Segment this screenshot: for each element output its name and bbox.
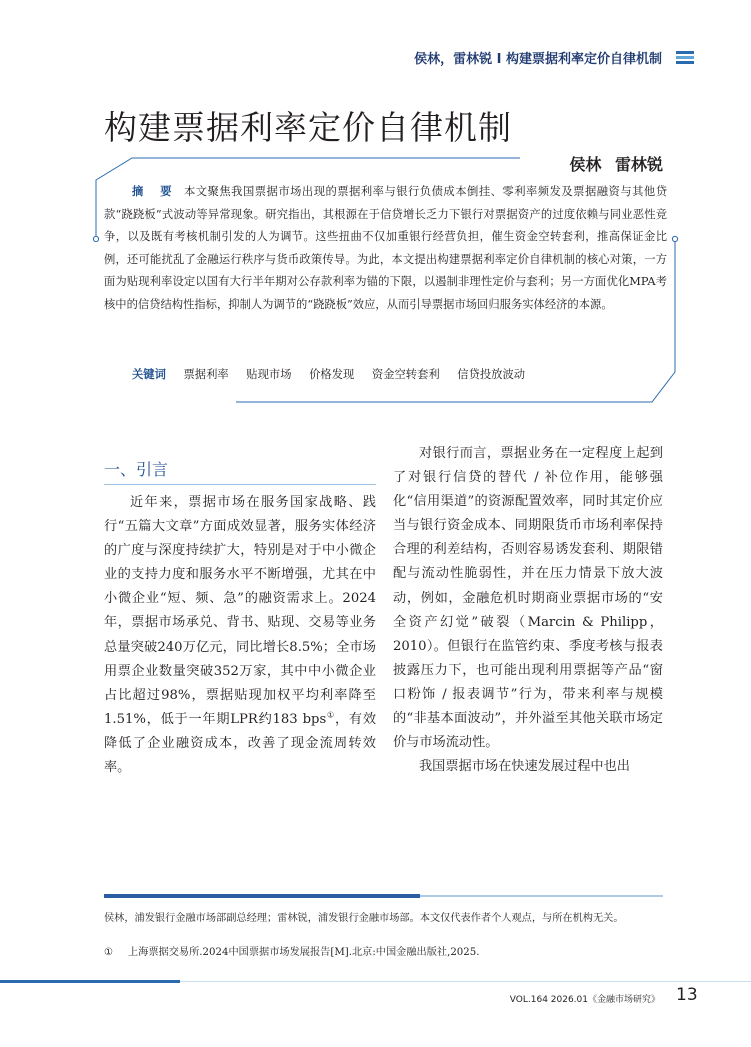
reference-footnote (104, 945, 667, 962)
abstract-block (104, 181, 667, 316)
article-authors: 侯林 雷林锐 (569, 155, 663, 174)
left-column (104, 491, 376, 780)
keywords-label: 关键词 (132, 368, 166, 381)
keyword: 价格发现 (309, 368, 355, 381)
paragraph: 我国票据市场在快速发展过程中也出 (419, 759, 630, 775)
footnote-mark: ① (104, 947, 114, 958)
keyword: 信贷投放波动 (457, 368, 526, 381)
running-header: 侯林，雷林锐 Ⅰ 构建票据利率定价自律机制 (414, 52, 662, 67)
keywords-block (132, 366, 539, 382)
keyword: 资金空转套利 (371, 368, 440, 381)
page-number: 13 (676, 985, 698, 1005)
author-footnote: 侯林，浦发银行金融市场部副总经理；雷林锐，浦发银行金融市场部。本文仅代表作者个人观点，与所在机构无关。 (104, 913, 624, 924)
footnote-rule (104, 894, 420, 898)
abstract-text: 本文聚焦我国票据市场出现的票据利率与银行负债成本倒挂、零利率频发及票据融资与其他贷款“跷跷板”式波动等异常现象。研究指出，其根源在于信贷增长乏力下银行对票据资产的过度依赖与同业恶性竞争，以及既有考核机制引发的人为调节。这些扭曲不仅加重银行经营负担，催生资金空转套利，推高保证金比例，还可能扰乱了金融运行秩序与货币政策传导。为此，本文提出构建票据利率定价自律机制的核心对策，一方面为贴现利率设定以国有大行半年期对公存款利率为锚的下限，以遏制非理性定价与套利；另一方面优化MPA考核中的信贷结构性指标，抑制人为调节的“跷跷板”效应，从而引导票据市场回归服务实体经济的本源。 (104, 185, 667, 311)
footnote-text: 上海票据交易所.2024中国票据市场发展报告[M].北京:中国金融出版社,2025. (128, 947, 480, 958)
paragraph: 对银行而言，票据业务在一定程度上起到了对银行信贷的替代 / 补位作用，能够强化“信用渠道”的资源配置效率，同时其定价应当与银行资金成本、同期限货币市场利率保持合理的利差结构，否则容易诱发套利、期限错配与流动性脆弱性，并在压力情景下放大波动，例如，金融危机时期商业票据市场的“安全资产幻觉”破裂（Marcin & Philipp，2010）。但银行在监管约束、季度考核与报表披露压力下，也可能出现利用票据等产品“窗口粉饰 / 报表调节”行为，带来利率与规模的“非基本面波动”，并外溢至其他关联市场定价与市场流动性。 (393, 446, 663, 751)
keyword: 贴现市场 (246, 368, 292, 381)
paragraph-text: ，有效降低了企业融资成本，改善了现金流周转效率。 (104, 711, 377, 776)
journal-info: VOL.164 2026.01《金融市场研究》 (509, 995, 660, 1005)
keyword: 票据利率 (183, 368, 229, 381)
footer-accent-bar (0, 980, 180, 983)
right-column (393, 442, 663, 779)
section-rule (104, 484, 376, 485)
paragraph-text: 近年来，票据市场在服务国家战略、践行“五篇大文章”方面成效显著，服务实体经济的广度与深度持续扩大，特别是对于中小微企业的支持力度和服务水平不断增强，尤其在中小微企业“短、频、急”的融资需求上。2024年，票据市场承兑、背书、贴现、交易等业务总量突破240万亿元，同比增长8.5%；全市场用票企业数量突破352万家，其中中小微企业占比超过98%，票据贴现加权平均利率降至1.51%，低于一年期LPR约183 bps (104, 495, 376, 727)
footnote-ref[interactable]: ① (326, 710, 335, 720)
footnote-rule-light (420, 895, 663, 897)
abstract-label: 摘 要 (132, 185, 179, 198)
section-heading: 一、引言 (104, 460, 169, 479)
article-title: 构建票据利率定价自律机制 (104, 108, 512, 147)
paragraph (104, 491, 376, 780)
